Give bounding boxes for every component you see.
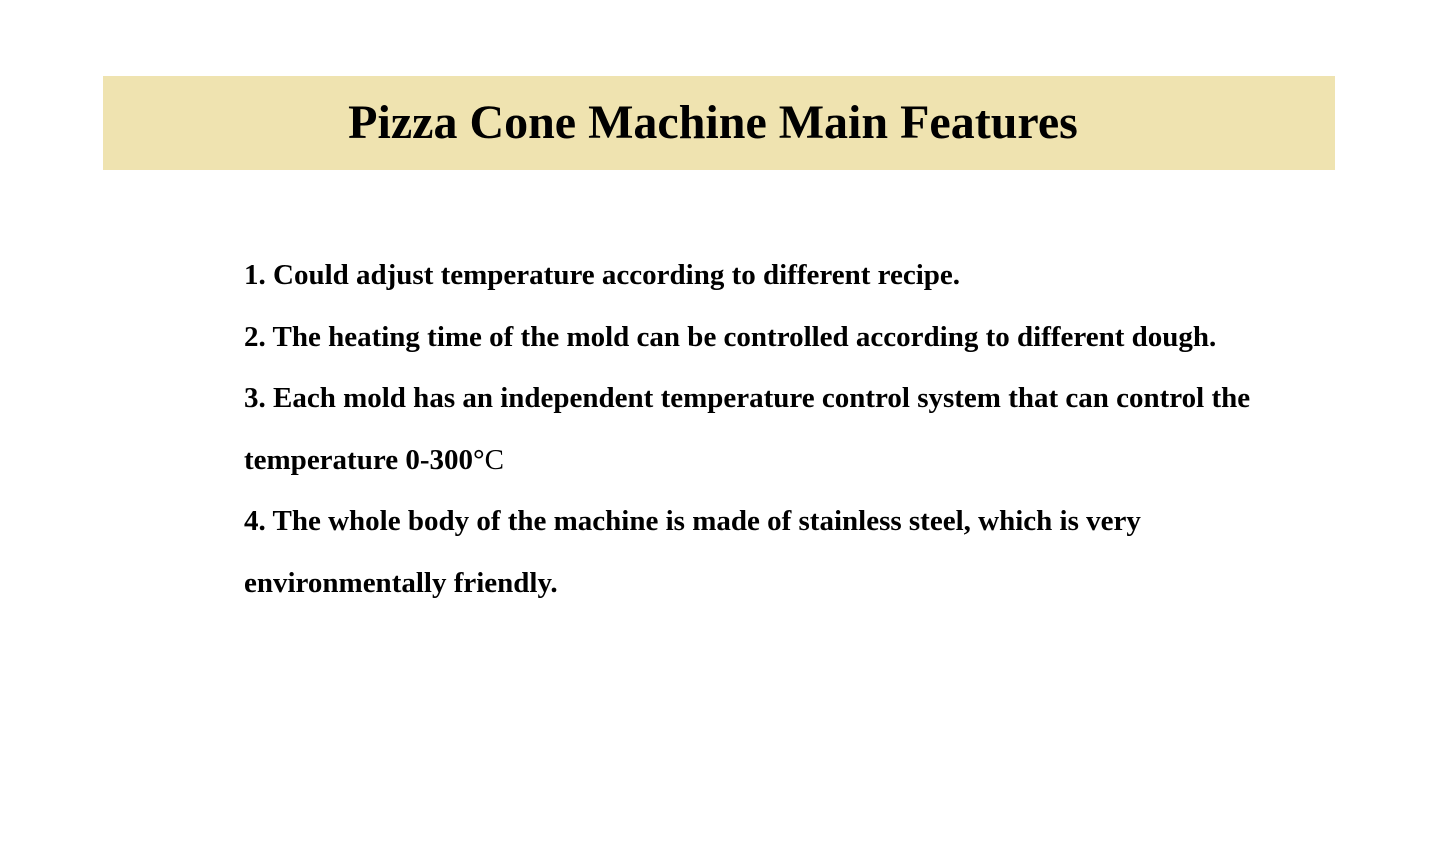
feature-list bbox=[244, 245, 1284, 614]
page-title: Pizza Cone Machine Main Features bbox=[348, 96, 1078, 149]
celsius-unit: C bbox=[484, 443, 504, 476]
feature-item-1: 1. Could adjust temperature according to different recipe. bbox=[244, 259, 961, 291]
title-band bbox=[103, 76, 1335, 170]
feature-item-3-text: 3. Each mold has an independent temperature control system that can control the temperature 0-300 bbox=[244, 382, 1251, 476]
degree-symbol: ° bbox=[472, 443, 485, 476]
feature-item-4: 4. The whole body of the machine is made of stainless steel, which is very environmentally friendly. bbox=[244, 505, 1141, 599]
feature-item-3 bbox=[244, 368, 1284, 491]
feature-item-2: 2. The heating time of the mold can be controlled according to different dough. bbox=[244, 320, 1217, 353]
